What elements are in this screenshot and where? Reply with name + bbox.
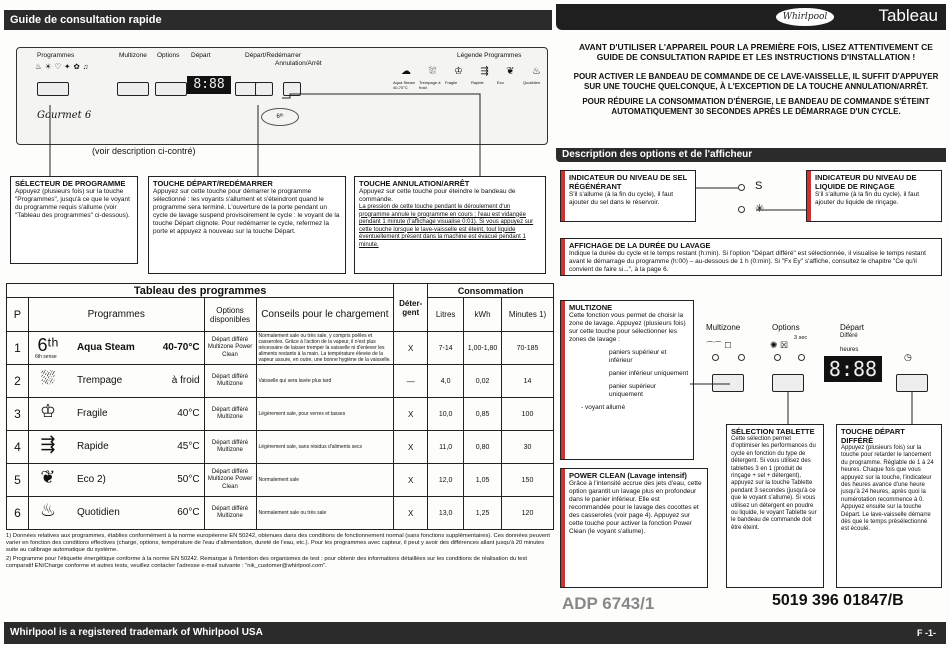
- table-row: [7, 332, 554, 365]
- tablet-title: SÉLECTION TABLETTE: [731, 427, 815, 436]
- row-litres: [428, 464, 464, 497]
- row-litres: [428, 365, 464, 398]
- diagram-clock-icon: ◷: [904, 352, 912, 362]
- 6th-sense-icon: 6ᵗʰ: [37, 335, 59, 355]
- consumption-title-cell: [428, 284, 554, 298]
- row-advice: [256, 365, 394, 398]
- panel-label-legend: Légende Programmes: [457, 52, 522, 59]
- row-program: [28, 497, 204, 530]
- trademark-text: Whirlpool is a registered trademark of Whirlpool USA: [10, 627, 263, 638]
- row-minutes: [502, 431, 554, 464]
- row-detergent: [394, 497, 428, 530]
- header-options-label: Options disponibles: [210, 305, 251, 324]
- row-options: [204, 365, 256, 398]
- multizone-title: MULTIZONE: [569, 303, 613, 312]
- program-table: [6, 283, 554, 530]
- selector-text: Appuyez (plusieurs fois) sur la touche "Programmes", jusqu'à ce que le voyant du programme requis s'allume (voir "Tableau des programmes" ci-dessous).: [15, 188, 130, 219]
- program-rows: [7, 332, 554, 530]
- diagram-led-2: [738, 354, 745, 361]
- row-temperature: 40-70°C: [162, 342, 200, 353]
- row-advice: [256, 398, 394, 431]
- table-title: Tableau des programmes: [133, 284, 267, 297]
- panel-label-start: Départ/Redémarrer: [245, 52, 301, 59]
- rapid-icon: ⇶: [40, 434, 56, 454]
- panel-label-multizone: Multizone: [119, 52, 147, 59]
- header-minutes: [502, 298, 554, 332]
- row-litres: [428, 497, 464, 530]
- row-litres: [428, 398, 464, 431]
- shower-icon: ⛆: [40, 368, 56, 388]
- glass-icon: ♔: [39, 401, 57, 421]
- table-row: [7, 365, 554, 398]
- row-advice-text: Normalement sale ou très sale: [258, 510, 327, 516]
- row-litres-text: 11,0: [439, 443, 453, 451]
- header-programmes-label: Programmes: [87, 309, 145, 320]
- legend-name-6: Quotidien: [523, 80, 541, 85]
- table-row: [7, 431, 554, 464]
- consumption-title: Consommation: [457, 285, 524, 296]
- row-program-name: Aqua Steam: [76, 342, 135, 353]
- row-options: [204, 464, 256, 497]
- salt-text: S'il s'allume (à la fin du cycle), il faut ajouter du sel dans le réservoir.: [569, 191, 673, 206]
- row-kwh: [464, 497, 502, 530]
- header-kwh-label: kWh: [474, 310, 491, 319]
- row-program-name: Quotidien: [76, 507, 120, 518]
- legend-glass-icon: ♔: [453, 66, 463, 77]
- warning-line-3: POUR RÉDUIRE LA CONSOMMATION D'ÉNERGIE, LE BANDEAU DE COMMANDE S'ÉTEINT AUTOMATIQUEMENT 30 SECONDES APRÈS LE DÉMARRAGE D'UN CYCLE.: [582, 97, 930, 116]
- page-number: F -1-: [917, 628, 936, 638]
- row-kwh: [464, 431, 502, 464]
- row-minutes: [502, 497, 554, 530]
- header-p-label: P: [13, 308, 22, 321]
- row-program-name: Fragile: [76, 408, 108, 419]
- footer-bar: [4, 622, 946, 644]
- rinse-icon: ✳: [755, 203, 765, 215]
- row-number: [7, 332, 29, 365]
- multizone-item-2: panier inférieur uniquement: [609, 370, 689, 377]
- model-logo: Gourmet 6: [37, 110, 92, 121]
- left-title: Guide de consultation rapide: [10, 14, 162, 26]
- legend-aquasteam-icon: ☁: [401, 66, 411, 77]
- diagram-options-icons: ✺ ☒: [770, 340, 789, 350]
- callout-lines: [0, 0, 560, 180]
- indicator-lines: [696, 180, 806, 220]
- pot-icon: ♨: [39, 500, 57, 520]
- row-advice-text: Normalement sale: [258, 477, 300, 483]
- legend-pot-icon: ♨: [532, 66, 541, 77]
- right-title: Tableau: [878, 6, 938, 25]
- powerclean-text: Grâce à l'intensité accrue des jets d'eau, cette option garantit un lavage plus en profondeur dans le panier inférieur. Elle est recommandée pour le lavage des cocottes et des casseroles (voir page 4). Appuyez sur cette touche pour activer la fonction Power Clean (le voyant s'allume).: [569, 480, 702, 535]
- footnote-1: 1) Données relatives aux programmes, établies conformément à la norme européenne EN 50242, obtenues dans des conditions de fonctionnement normal (sans fonctions supplémentaires). Ces données peuvent varier en fonction des conditions effectives (charge, options, température de l'eau d'alimentation, dureté de l'eau, etc.). Pour les programmes avec capteur, il peut y avoir des différences allant jusqu'à 20 minutes suite au calibrage automatique du système.: [6, 533, 550, 553]
- cancel-text: Appuyez sur cette touche pour éteindre le bandeau de commande.: [359, 188, 516, 203]
- row-options: [204, 398, 256, 431]
- legend-eco-icon: ❦: [506, 66, 515, 77]
- row-minutes: [502, 464, 554, 497]
- row-number-text: 6: [14, 506, 21, 520]
- row-litres-text: 10,0: [438, 410, 453, 418]
- row-advice: [256, 497, 394, 530]
- row-badge: 6th sense: [34, 354, 57, 360]
- row-kwh: [464, 464, 502, 497]
- header-litres-label: Litres: [435, 310, 456, 319]
- header-kwh: [464, 298, 502, 332]
- row-options-text: Départ différé Multizone: [211, 505, 249, 519]
- powerclean-title: POWER CLEAN (Lavage intensif): [569, 471, 687, 480]
- warning-box: [570, 42, 942, 116]
- row-temperature: à froid: [171, 375, 200, 386]
- row-minutes: [502, 332, 554, 365]
- row-detergent: [394, 431, 428, 464]
- diagram-lines: [690, 380, 946, 430]
- row-advice: [256, 464, 394, 497]
- row-minutes-text: 100: [521, 410, 534, 418]
- legend-name-1: Aqua Steam 40-70°C: [393, 80, 416, 90]
- row-program: [28, 398, 204, 431]
- row-minutes: [502, 398, 554, 431]
- diagram-differe-label: Différé: [840, 333, 858, 339]
- row-detergent-text: —: [406, 376, 415, 386]
- row-kwh-text: 1,00-1,80: [467, 344, 498, 352]
- salt-title: INDICATEUR DU NIVEAU DE SEL RÉGÉNÉRANT: [569, 173, 688, 191]
- row-kwh: [464, 398, 502, 431]
- options-section-bar: [556, 148, 946, 162]
- row-options: [204, 497, 256, 530]
- row-options: [204, 431, 256, 464]
- multizone-box: [560, 300, 694, 460]
- row-kwh-text: 0,85: [475, 410, 490, 418]
- rinse-text: S'il s'allume (à la fin du cycle), il faut ajouter du liquide de rinçage.: [815, 191, 919, 206]
- row-temperature: 45°C: [177, 441, 200, 452]
- table-row: [7, 398, 554, 431]
- delay-box: [836, 424, 942, 588]
- header-advice: [256, 298, 394, 332]
- cancel-text-2: La pression de cette touche pendant le déroulement d'un programme annule le programme en cours ; l'eau est vidangée pendant 1 minute (l'affichage visualise 0:01). Si vous appuyez sur cette touche lorsque le lave-vaisselle est éteint, tout liquide éventuellement présent dans la machine est évacué pendant 1 minute.: [359, 204, 534, 248]
- model-code: ADP 6743/1: [562, 594, 655, 613]
- panel-label-cancel: Annulation/Arrêt: [275, 60, 322, 67]
- row-advice: [256, 332, 394, 365]
- row-temperature: 40°C: [177, 408, 200, 419]
- row-litres: [428, 332, 464, 365]
- multizone-item-3: panier supérieur uniquement: [609, 383, 656, 398]
- row-litres: [428, 431, 464, 464]
- row-litres-text: 7-14: [438, 344, 453, 352]
- row-number: [7, 365, 29, 398]
- row-options-text: Départ différé Multizone Power Clean: [207, 336, 253, 358]
- row-number-text: 1: [14, 341, 21, 355]
- diagram-multizone-icons: ⌒⌒ ☐: [706, 341, 732, 350]
- panel-caption: (voir description ci-contré): [92, 146, 196, 156]
- row-number-text: 2: [14, 374, 21, 388]
- row-detergent-text: X: [408, 508, 414, 518]
- row-kwh: [464, 365, 502, 398]
- tablet-text: Cette sélection permet d'optimiser les performances du cycle en fonction du type de détergent. Si vous utilisez des tablettes 3 en 1 (produit de rinçage + sel + détergent), appuyez sur la touche Tablette pendant 3 secondes (jusqu'à ce que le voyant s'allume). Si vous utilisez un détergent en poudre ou liquide, le voyant Tablette sur le bandeau de commande doit être éteint.: [731, 436, 817, 531]
- row-detergent-text: X: [408, 409, 414, 419]
- header-advice-label: Conseils pour le chargement: [261, 309, 389, 320]
- row-minutes-text: 70-185: [516, 344, 539, 352]
- row-detergent: [394, 332, 428, 365]
- warning-line-1: AVANT D'UTILISER L'APPAREIL POUR LA PREMIÈRE FOIS, LISEZ ATTENTIVEMENT CE GUIDE DE CONSULTATION RAPIDE ET LES INSTRUCTIONS D'INSTALLATION !: [579, 42, 933, 62]
- rinse-indicator-box: [806, 170, 942, 222]
- diagram-depart-label: Départ: [840, 323, 865, 332]
- row-litres-text: 13,0: [438, 509, 453, 517]
- row-number-text: 3: [14, 407, 21, 421]
- multizone-item-4: - voyant allumé: [581, 404, 626, 411]
- legend-rapid-icon: ⇶: [480, 66, 489, 77]
- row-kwh-text: 1,05: [475, 476, 490, 484]
- row-program-name: Rapide: [76, 441, 109, 452]
- row-minutes-text: 30: [523, 443, 532, 451]
- legend-name-4: Rapide: [471, 80, 484, 85]
- row-minutes-text: 150: [521, 476, 534, 484]
- start-title: TOUCHE DÉPART/REDÉMARRER: [153, 179, 273, 188]
- header-detergent-label: Déter-gent: [399, 298, 423, 317]
- diagram-options-label: Options: [772, 323, 800, 332]
- row-number-text: 4: [14, 440, 21, 454]
- row-number: [7, 464, 29, 497]
- row-minutes: [502, 365, 554, 398]
- row-litres-text: 12,0: [438, 476, 453, 484]
- delay-title: TOUCHE DÉPART DIFFÉRÉ: [841, 427, 905, 445]
- row-program-name: Trempage: [76, 375, 123, 386]
- header-options: [204, 298, 256, 332]
- salt-indicator-box: [560, 170, 696, 222]
- diagram-multizone-label: Multizone: [706, 323, 741, 332]
- diagram-led-3: [774, 354, 781, 361]
- header-litres: [428, 298, 464, 332]
- row-advice: [256, 431, 394, 464]
- row-program-name: Eco 2): [76, 474, 106, 485]
- row-options-text: Départ différé Multizone: [211, 406, 249, 420]
- legend-name-3: Fragile: [445, 80, 458, 85]
- cancel-title: TOUCHE ANNULATION/ARRÊT: [359, 179, 470, 188]
- row-advice-text: Vaisselle qui sera lavée plus tard: [258, 378, 332, 384]
- diagram-led-4: [798, 354, 805, 361]
- program-table-wrap: [6, 283, 554, 570]
- tablet-box: [726, 424, 824, 588]
- selector-title: SÉLECTEUR DE PROGRAMME: [15, 179, 126, 188]
- header-detergent: [394, 284, 428, 332]
- row-minutes-text: 120: [521, 509, 534, 517]
- panel-label-depart: Départ: [191, 52, 211, 59]
- cancel-callout: [354, 176, 546, 274]
- row-advice-text: Légèrement sale, sans résidus d'aliments secs: [258, 444, 363, 450]
- start-callout: [148, 176, 346, 274]
- row-kwh: [464, 332, 502, 365]
- table-row: [7, 464, 554, 497]
- footnote-2: 2) Programme pour l'étiquette énergétique conforme à la norme EN 50242. Remarque à l'intention des organismes de test : pour obtenir des informations détaillées sur les conditions de réalisation du test comparatif EN/Charge conforme et autres tests, veuillez contacter l'adresse e-mail suivante : "nik_customer@whirlpool.com".: [6, 556, 528, 569]
- row-detergent-text: X: [408, 475, 414, 485]
- row-program: [28, 332, 204, 365]
- right-header-bar: [556, 4, 946, 30]
- diagram-led-1: [712, 354, 719, 361]
- brand-logo: Whirlpool: [776, 8, 834, 26]
- multizone-text: Cette fonction vous permet de choisir la zone de lavage. Appuyez (plusieurs fois) sur cette touche pour sélectionner les zones de lavage :: [569, 312, 686, 343]
- row-options-text: Départ différé Multizone Power Clean: [207, 468, 253, 490]
- row-temperature: 50°C: [177, 474, 200, 485]
- panel-program-icons: ♨☀♡✦✿♫: [35, 62, 92, 71]
- row-detergent-text: X: [408, 343, 414, 353]
- panel-label-programmes: Programmes: [37, 52, 75, 59]
- row-number: [7, 497, 29, 530]
- panel-label-options: Options: [157, 52, 180, 59]
- rinse-title: INDICATEUR DU NIVEAU DE LIQUIDE DE RINÇAGE: [815, 173, 917, 191]
- duration-box: [560, 238, 942, 276]
- header-programmes: [28, 298, 204, 332]
- row-options-text: Départ différé Multizone: [211, 373, 249, 387]
- legend-name-2: Trempage à froid: [419, 80, 441, 90]
- row-advice-text: Normalement sale ou très sale, y compris poêles et casseroles. Grâce à l'action de la vapeur, il n'est plus nécessaire de laisser tremper la vaisselle ni d'enlever les aliments restants à la main. La température élevée de la vapeur assure, en outre, une bonne hygiène de la vaisselle.: [258, 333, 391, 363]
- row-program: [28, 464, 204, 497]
- duration-title: AFFICHAGE DE LA DURÉE DU LAVAGE: [569, 241, 711, 250]
- diagram-sec-label: 3 sec: [794, 335, 808, 341]
- row-minutes-text: 14: [523, 377, 532, 385]
- row-litres-text: 4,0: [440, 377, 451, 385]
- row-detergent-text: X: [408, 442, 414, 452]
- row-number: [7, 398, 29, 431]
- salt-icon: S: [755, 180, 763, 192]
- row-detergent: [394, 365, 428, 398]
- table-row: [7, 497, 554, 530]
- diagram-display: 8:88: [824, 356, 882, 382]
- warning-line-2: POUR ACTIVER LE BANDEAU DE COMMANDE DE CE LAVE-VAISSELLE, IL SUFFIT D'APPUYER SUR UNE TOUCHE QUELCONQUE, À L'EXCEPTION DE LA TOUCHE ANNULATION/ARRÊT.: [573, 72, 939, 91]
- multizone-item-1: paniers supérieur et inférieur: [609, 349, 667, 364]
- panel-display: 8:88: [187, 76, 231, 94]
- start-text: Appuyez sur cette touche pour démarrer le programme sélectionné : les voyants s'allument et s'éteindront quand le programme sera terminé. L'ouverture de la porte pendant un cycle de lavage suspend provisoirement le cycle : le voyant de la touche Départ clignote. Pour redémarrer le cycle, refermez la porte et appuyez à nouveau sur la touche Départ.: [153, 188, 340, 235]
- options-section-title: Description des options et de l'afficheur: [562, 149, 753, 160]
- delay-text: Appuyez (plusieurs fois) sur la touche pour retarder le lancement du programme. Réglable de 1 à 24 heures. Chaque fois que vous appuyez sur la touche, l'indicateur des heures avance d'une heure jusqu'à 24 heures, après quoi la numérotation recommence à 0. Appuyez ensuite sur la touche Départ. Le lave-vaisselle démarre dès que le temps présélectionné est écoulé.: [841, 445, 934, 533]
- duration-text: Indique la durée du cycle et le temps restant (h:min). Si l'option "Départ différé" est sélectionnée, il visualise le temps restant avant le démarrage du programme (h:00) – au-dessous de 1 h (0:min). Si "Fx Ey" s'affiche, consultez le chapitre "Ce qu'il convient de faire si...", à la page 6.: [569, 250, 926, 273]
- diagram-heures-label: heures: [840, 347, 859, 353]
- row-kwh-text: 1,25: [475, 509, 490, 517]
- row-number: [7, 431, 29, 464]
- header-p: [7, 298, 29, 332]
- row-kwh-text: 0,02: [475, 377, 490, 385]
- row-number-text: 5: [14, 473, 21, 487]
- row-advice-text: Légèrement sale, pour verres et tasses: [258, 411, 346, 417]
- steam-logo: 6ᵗʰ: [261, 108, 299, 126]
- row-program: [28, 365, 204, 398]
- part-code: 5019 396 01847/B: [772, 592, 904, 609]
- legend-name-5: Eco: [497, 80, 504, 85]
- row-temperature: 60°C: [177, 507, 200, 518]
- row-kwh-text: 0,80: [475, 443, 490, 451]
- powerclean-box: [560, 468, 708, 588]
- selector-callout: [10, 176, 138, 264]
- row-detergent: [394, 464, 428, 497]
- legend-shower-icon: ⛆: [428, 66, 437, 77]
- row-detergent: [394, 398, 428, 431]
- table-title-cell: [7, 284, 394, 298]
- header-minutes-label: Minutes 1): [508, 310, 547, 319]
- row-options-text: Départ différé Multizone: [211, 439, 249, 453]
- row-program: [28, 431, 204, 464]
- eco-leaf-icon: ❦: [40, 467, 56, 487]
- row-options: [204, 332, 256, 365]
